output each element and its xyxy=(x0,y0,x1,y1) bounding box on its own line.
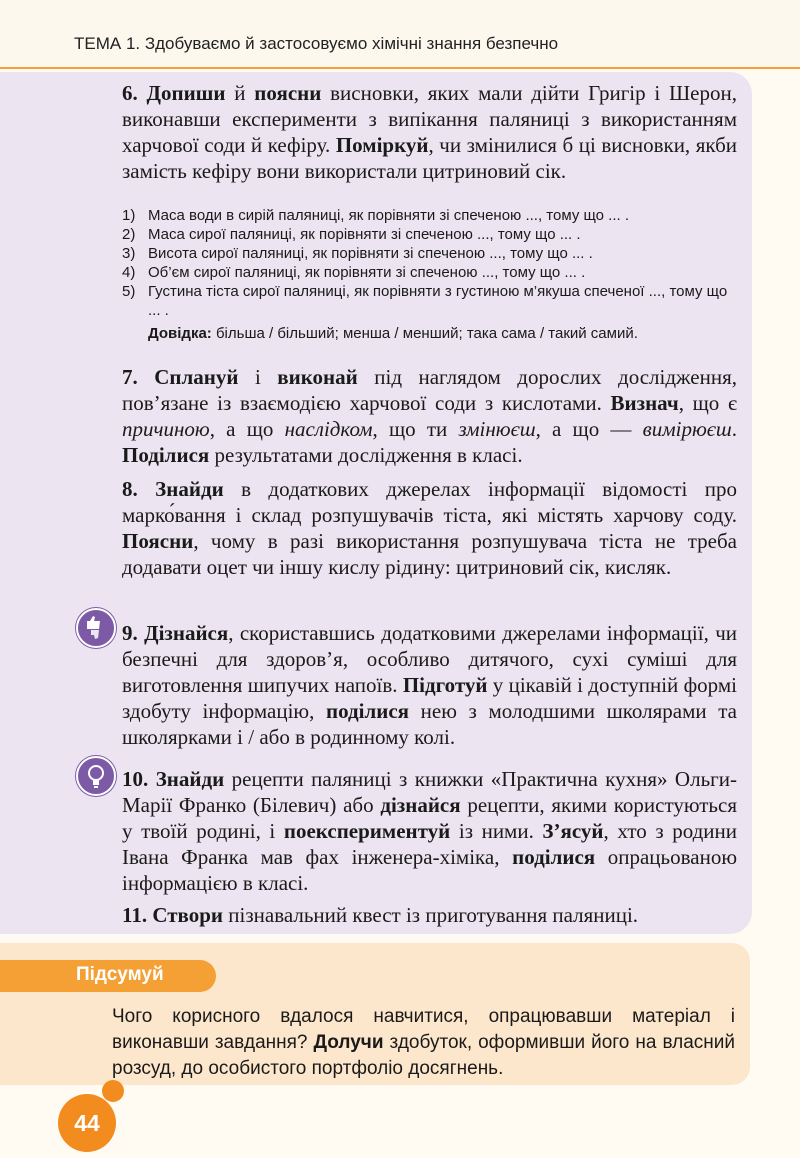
task-7-text-4: , а що xyxy=(209,417,285,441)
task-7-text-7: . xyxy=(731,417,738,441)
summary-heading: Підсумуй xyxy=(76,964,164,985)
summary-text xyxy=(112,1004,735,1082)
task-8-text-2: , чому в разі використання розпушувача тіста не треба додавати оцет чи іншу кислу рідину: цитриновий сік, кисляк. xyxy=(122,529,737,579)
task-7-text-2: під наглядом дорослих дослідження, пов’язане із взаємодією харчової соди з кислотами. xyxy=(122,365,737,415)
task-9-verb-2: Підготуй xyxy=(402,673,488,697)
task-10-verb-3: поекспериментуй xyxy=(283,819,451,843)
task-10-verb-2: дізнайся xyxy=(380,793,461,817)
task-6-text-3: , чи змінилися б ці висновки, якби замість кефіру вони використали цитриновий сік. xyxy=(122,133,737,183)
task-10-verb-1: Знайди xyxy=(155,767,225,791)
page-header xyxy=(0,0,800,70)
hint-text: більша / більший; менша / менший; така сама / такий самий. xyxy=(211,325,638,342)
task-6 xyxy=(122,80,737,184)
summary-tag xyxy=(0,960,216,992)
hint-label: Довідка: xyxy=(148,325,212,342)
list-item-text: Густина тіста сирої паляниці, як порівняти з густиною м’якуша спеченої ..., тому що ... . xyxy=(148,283,728,319)
task-10-text-3: із ними. xyxy=(450,819,543,843)
task-10-text-1: рецепти паляниці з книжки «Практична кухня» Ольги-Марії Франко (Білевич) або xyxy=(122,767,738,817)
list-item-number: 5) xyxy=(122,283,136,300)
task-10-text-5: опрацьованою інформацією в класі. xyxy=(122,845,738,895)
hint-line xyxy=(148,324,742,343)
task-9-text-3: нею з молодшими школярами та школярками і / або в родинному колі. xyxy=(122,699,737,749)
task-7-text-3: , що є xyxy=(678,391,738,415)
task-11 xyxy=(122,902,737,928)
task-6-verb-3: Поміркуй xyxy=(335,133,429,157)
task-10-verb-5: поділися xyxy=(512,845,596,869)
list-item-number: 4) xyxy=(122,264,136,281)
list-item xyxy=(122,282,742,320)
header-divider xyxy=(0,67,800,69)
task-6-number: 6. xyxy=(122,81,147,105)
task-10 xyxy=(122,766,737,896)
lightbulb-icon xyxy=(76,756,116,796)
page-badge-dot xyxy=(102,1080,124,1102)
task-7-term-measure: вимірюєш xyxy=(642,417,732,441)
task-10-text-4: , хто з родини Івана Франка мав фах інженера-хіміка, xyxy=(122,819,738,869)
task-7-text-8: результатами дослідження в класі. xyxy=(209,443,523,467)
task-8-text-1: в додаткових джерелах інформації відомості про марко́вання і склад розпушувачів тіста, які містять харчову соду. xyxy=(122,477,738,527)
summary-verb: Долучи xyxy=(313,1032,384,1053)
list-item-number: 3) xyxy=(122,245,136,262)
list-item-text: Маса води в сирій паляниці, як порівняти зі спеченою ..., тому що ... . xyxy=(148,207,630,224)
task-7-verb-2: виконай xyxy=(277,365,358,389)
task-6-statement-list xyxy=(122,206,742,343)
task-10-verb-4: З’ясуй xyxy=(542,819,604,843)
task-6-verb-2: поясни xyxy=(254,81,322,105)
list-item xyxy=(122,206,742,225)
task-9-number: 9. xyxy=(122,621,145,645)
task-6-text-2: висновки, яких мали дійти Григір і Шерон, виконавши експерименти з випікання паляниці з використанням харчової соди й кефіру. xyxy=(122,81,737,157)
task-8-number: 8. xyxy=(122,477,156,501)
list-item xyxy=(122,225,742,244)
task-11-verb-1: Створи xyxy=(152,903,224,927)
task-8-verb-1: Знайди xyxy=(155,477,224,501)
task-11-number: 11. xyxy=(122,903,153,927)
task-7-text-1: і xyxy=(238,365,278,389)
task-8 xyxy=(122,476,737,580)
task-7-term-effect: наслідком xyxy=(284,417,373,441)
thumbs-up-down-icon xyxy=(76,608,116,648)
list-item-text: Маса сирої паляниці, як порівняти зі спеченою ..., тому що ... . xyxy=(148,226,581,243)
list-item xyxy=(122,263,742,282)
task-9-text-1: , скориставшись додатковими джерелами інформації, чи безпечні для здоров’я, особливо дитячого, сухі суміші для виготовлення шипучих напоїв. xyxy=(122,621,738,697)
task-7 xyxy=(122,364,737,468)
list-item xyxy=(122,244,742,263)
task-8-verb-2: Поясни xyxy=(122,529,194,553)
list-item-number: 1) xyxy=(122,207,136,224)
page-number-badge xyxy=(58,1094,116,1152)
task-7-term-cause: причиною xyxy=(122,417,210,441)
lightbulb-icon-graphic xyxy=(78,758,114,794)
task-11-text-1: пізнавальний квест із приготування паляниці. xyxy=(223,903,639,927)
task-9-text-2: у цікавій і доступній формі здобуту інформацію, xyxy=(122,673,737,723)
task-7-text-5: , що ти xyxy=(372,417,459,441)
thumbs-up-down-icon-graphic xyxy=(78,610,114,646)
task-7-verb-1: Сплануй xyxy=(154,365,239,389)
summary-text-2: здобуток, оформивши його на власний розсуд, до особистого портфоліо досягнень. xyxy=(112,1032,735,1079)
task-9-verb-3: поділися xyxy=(326,699,410,723)
task-7-number: 7. xyxy=(122,365,155,389)
task-6-text-1: й xyxy=(225,81,255,105)
summary-text-1: Чого корисного вдалося навчитися, опрацювавши матеріал і виконавши завдання? xyxy=(112,1006,735,1053)
list-item-number: 2) xyxy=(122,226,136,243)
task-7-verb-3: Визнач xyxy=(610,391,679,415)
list-item-text: Висота сирої паляниці, як порівняти зі спеченою ..., тому що ... . xyxy=(148,245,593,262)
task-9 xyxy=(122,620,737,750)
page-number: 44 xyxy=(74,1110,100,1136)
task-7-text-6: , а що — xyxy=(535,417,643,441)
list-item-text: Об’єм сирої паляниці, як порівняти зі спеченою ..., тому що ... . xyxy=(148,264,586,281)
task-10-text-2: рецепти, якими користуються у твоїй родині, і xyxy=(122,793,737,843)
task-7-term-change: змінюєш xyxy=(458,417,536,441)
page-title: ТЕМА 1. Здобуваємо й застосовуємо хімічні знання безпечно xyxy=(74,34,559,53)
task-7-verb-4: Поділися xyxy=(122,443,210,467)
task-10-number: 10. xyxy=(122,767,156,791)
task-6-verb-1: Допиши xyxy=(146,81,226,105)
task-9-verb-1: Дізнайся xyxy=(144,621,229,645)
